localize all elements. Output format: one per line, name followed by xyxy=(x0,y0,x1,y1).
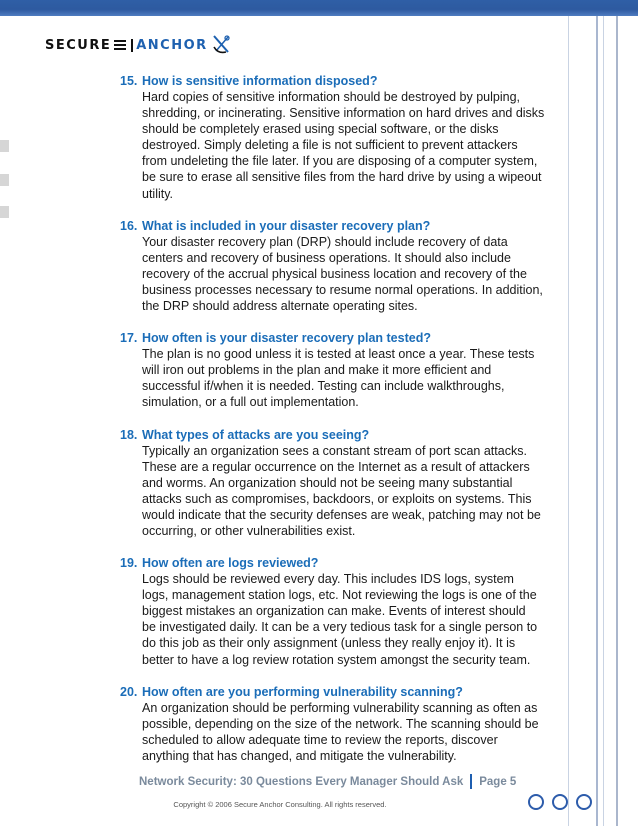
margin-marker xyxy=(0,206,9,218)
top-banner xyxy=(0,0,638,16)
answer-line: destroyed. Simply deleting a file is not sufficient to prevent attackers xyxy=(142,138,518,153)
question-heading xyxy=(120,684,550,700)
answer-line: do this job as their only assignment (unless they really enjoy it). It is xyxy=(142,636,516,651)
answer-line: occurring, or other vulnerabilities exist. xyxy=(142,523,356,538)
company-logo xyxy=(45,34,232,56)
margin-rule xyxy=(568,16,569,826)
answer-text xyxy=(142,571,550,668)
answer-line: be investigated daily. It can be a very tedious task for a single person to xyxy=(142,620,538,635)
question-heading xyxy=(120,218,550,234)
question-text: How is sensitive information disposed? xyxy=(142,74,378,88)
page-footer xyxy=(139,774,519,789)
answer-line: better to have a log review rotation system amongst the security team. xyxy=(142,652,531,667)
answer-line: utility. xyxy=(142,186,174,201)
answer-line: should be completely erased using special software, or the disks xyxy=(142,122,499,137)
copyright-notice: Copyright © 2006 Secure Anchor Consulting. All rights reserved. xyxy=(173,800,387,809)
question-number: 20. xyxy=(120,684,138,699)
qa-item xyxy=(120,555,550,668)
answer-text xyxy=(142,700,550,764)
question-number: 19. xyxy=(120,556,138,571)
margin-marker xyxy=(0,174,9,186)
answer-line: scheduled to allow adequate time to review the reports, discover xyxy=(142,732,498,747)
answer-line: attacks such as compromises, backdoors, or exploits on systems. This xyxy=(142,491,532,506)
answer-text xyxy=(142,89,550,202)
page-number: Page 5 xyxy=(479,775,517,788)
footer-divider xyxy=(470,774,472,789)
answer-line: the DRP should address alternate operating sites. xyxy=(142,299,418,314)
qa-item xyxy=(120,330,550,410)
margin-marker xyxy=(0,140,9,152)
circle-ornament xyxy=(576,794,592,810)
answer-line: Hard copies of sensitive information should be destroyed by pulping, xyxy=(142,90,520,104)
margin-rule xyxy=(616,16,618,826)
answer-line: Your disaster recovery plan (DRP) should include recovery of data xyxy=(142,234,508,249)
answer-line: recovery of the accrual physical business location and recovery of the xyxy=(142,266,527,281)
answer-line: will iron out problems in the plan and make it more efficient and xyxy=(142,363,492,378)
question-heading xyxy=(120,330,550,346)
circle-ornament xyxy=(552,794,568,810)
question-heading xyxy=(120,555,550,571)
question-text: How often are logs reviewed? xyxy=(142,556,319,571)
answer-line: centers and recovery of business operations. It should also include xyxy=(142,250,511,265)
answer-line: be sure to erase all sensitive files from the hard drive by using a wipeout xyxy=(142,170,542,185)
document-title: Network Security: 30 Questions Every Manager Should Ask xyxy=(139,775,464,788)
logo-text-anchor: ANCHOR xyxy=(136,37,208,53)
question-heading xyxy=(120,427,550,443)
margin-rule xyxy=(603,16,604,826)
answer-line: These are a regular occurrence on the Internet as a result of attackers xyxy=(142,459,530,474)
answer-line: An organization should be performing vulnerability scanning as often as xyxy=(142,700,538,715)
logo-bar xyxy=(131,39,133,52)
question-text: How often is your disaster recovery plan tested? xyxy=(142,331,431,346)
anchor-icon xyxy=(210,34,232,56)
answer-line: The plan is no good unless it is tested at least once a year. These tests xyxy=(142,347,535,362)
answer-line: possible, depending on the size of the network. The scanning should be xyxy=(142,716,539,731)
answer-line: simulation, or a full out implementation. xyxy=(142,395,359,410)
answer-line: biggest mistakes an organization can make. Events of interest should xyxy=(142,604,526,619)
logo-text-secure: SECURE xyxy=(45,37,112,53)
question-text: What types of attacks are you seeing? xyxy=(142,427,370,442)
answer-text xyxy=(142,443,550,540)
question-text: What is included in your disaster recovery plan? xyxy=(142,218,431,233)
answer-line: shredding, or incinerating. Sensitive information on hard drives and disks xyxy=(142,106,545,121)
qa-item xyxy=(120,73,550,202)
answer-line: and worms. An organization should not be seeing many substantial xyxy=(142,475,513,490)
decorative-circles xyxy=(528,794,592,810)
question-number: 16. xyxy=(120,218,138,233)
answer-line: Typically an organization sees a constant stream of port scan attacks. xyxy=(142,443,527,458)
logo-divider xyxy=(114,40,126,50)
qa-item xyxy=(120,427,550,540)
margin-rule xyxy=(596,16,598,826)
question-text: How often are you performing vulnerability scanning? xyxy=(142,684,463,699)
circle-ornament xyxy=(528,794,544,810)
answer-line: logs, management station logs, etc. Not reviewing the logs is one of the xyxy=(142,588,537,603)
answer-line: Logs should be reviewed every day. This includes IDS logs, system xyxy=(142,572,514,587)
answer-line: successful if/when it is needed. Testing can include walkthroughs, xyxy=(142,379,505,394)
answer-text xyxy=(142,346,550,410)
qa-item xyxy=(120,684,550,764)
answer-text xyxy=(142,234,550,314)
answer-line: would indicate that the security defenses are weak, patching may not be xyxy=(142,507,541,522)
answer-line: anything that has changed, and mitigate the vulnerability. xyxy=(142,748,457,763)
qa-item xyxy=(120,218,550,314)
answer-line: business processes necessary to resume normal operations. In addition, xyxy=(142,282,543,297)
question-number: 17. xyxy=(120,331,138,346)
question-number: 15. xyxy=(120,74,138,88)
answer-line: from undeleting the file later. If you are disposing of a computer system, xyxy=(142,154,538,169)
qa-list xyxy=(120,73,550,780)
question-number: 18. xyxy=(120,427,138,442)
question-heading xyxy=(120,73,550,89)
